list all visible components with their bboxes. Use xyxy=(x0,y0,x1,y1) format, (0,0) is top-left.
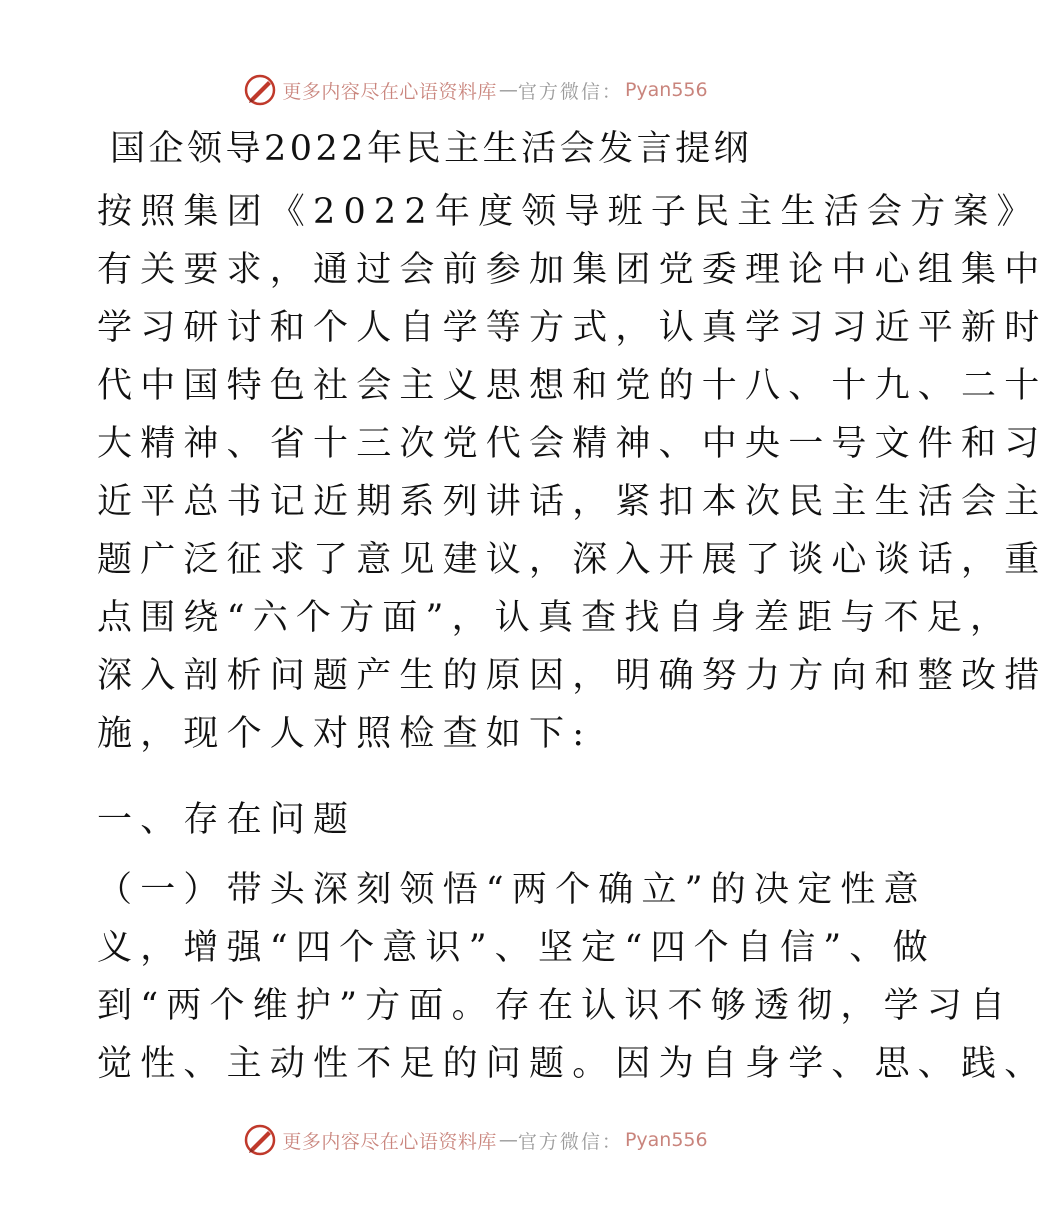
watermark-text: 更多内容尽在心语资料库 xyxy=(282,1130,497,1153)
paragraph-line: 学习研讨和个人自学等方式，认真学习习近平新时 xyxy=(97,308,1047,348)
paragraph-line: 代中国特色社会主义思想和党的十八、十九、二十 xyxy=(97,366,1047,406)
subsection-line: 到“两个维护”方面。存在认识不够透彻，学习自 xyxy=(97,986,1014,1026)
paragraph-line: 有关要求，通过会前参加集团党委理论中心组集中 xyxy=(97,250,1047,290)
paragraph-line: 大精神、省十三次党代会精神、中央一号文件和习 xyxy=(97,424,1047,464)
watermark-header xyxy=(0,70,950,110)
paragraph-line: 点围绕“六个方面”，认真查找自身差距与不足， xyxy=(97,598,1014,638)
paragraph-line: 施，现个人对照检查如下: xyxy=(97,714,593,754)
paragraph-line: 深入剖析问题产生的原因，明确努力方向和整改措 xyxy=(97,656,1047,696)
watermark-dash: — xyxy=(498,79,516,101)
paragraph-line: 近平总书记近期系列讲话，紧扣本次民主生活会主 xyxy=(97,482,1047,522)
watermark-footer xyxy=(0,1120,950,1160)
watermark-official-label: 官方微信： xyxy=(517,1130,623,1153)
watermark-account: Pyan556 xyxy=(624,1129,708,1151)
watermark-account: Pyan556 xyxy=(624,79,708,101)
subsection-line: 觉性、主动性不足的问题。因为自身学、思、践、 xyxy=(97,1044,1047,1084)
subsection-line: 义，增强“四个意识”、坚定“四个自信”、做 xyxy=(97,928,936,968)
watermark-dash: — xyxy=(498,1129,516,1151)
paragraph-line: 按照集团《2022年度领导班子民主生活会方案》 xyxy=(97,192,1040,232)
paragraph-line: 题广泛征求了意见建议，深入开展了谈心谈话，重 xyxy=(97,540,1047,580)
watermark-text: 更多内容尽在心语资料库 xyxy=(282,80,497,103)
document-title: 国企领导2022年民主生活会发言提纲 xyxy=(110,129,753,169)
section-heading: 一、存在问题 xyxy=(97,800,357,840)
pen-logo-icon xyxy=(242,1122,278,1158)
pen-logo-icon xyxy=(242,72,278,108)
subsection-line: （一）带头深刻领悟“两个确立”的决定性意 xyxy=(97,870,927,910)
watermark-official-label: 官方微信： xyxy=(517,80,623,103)
